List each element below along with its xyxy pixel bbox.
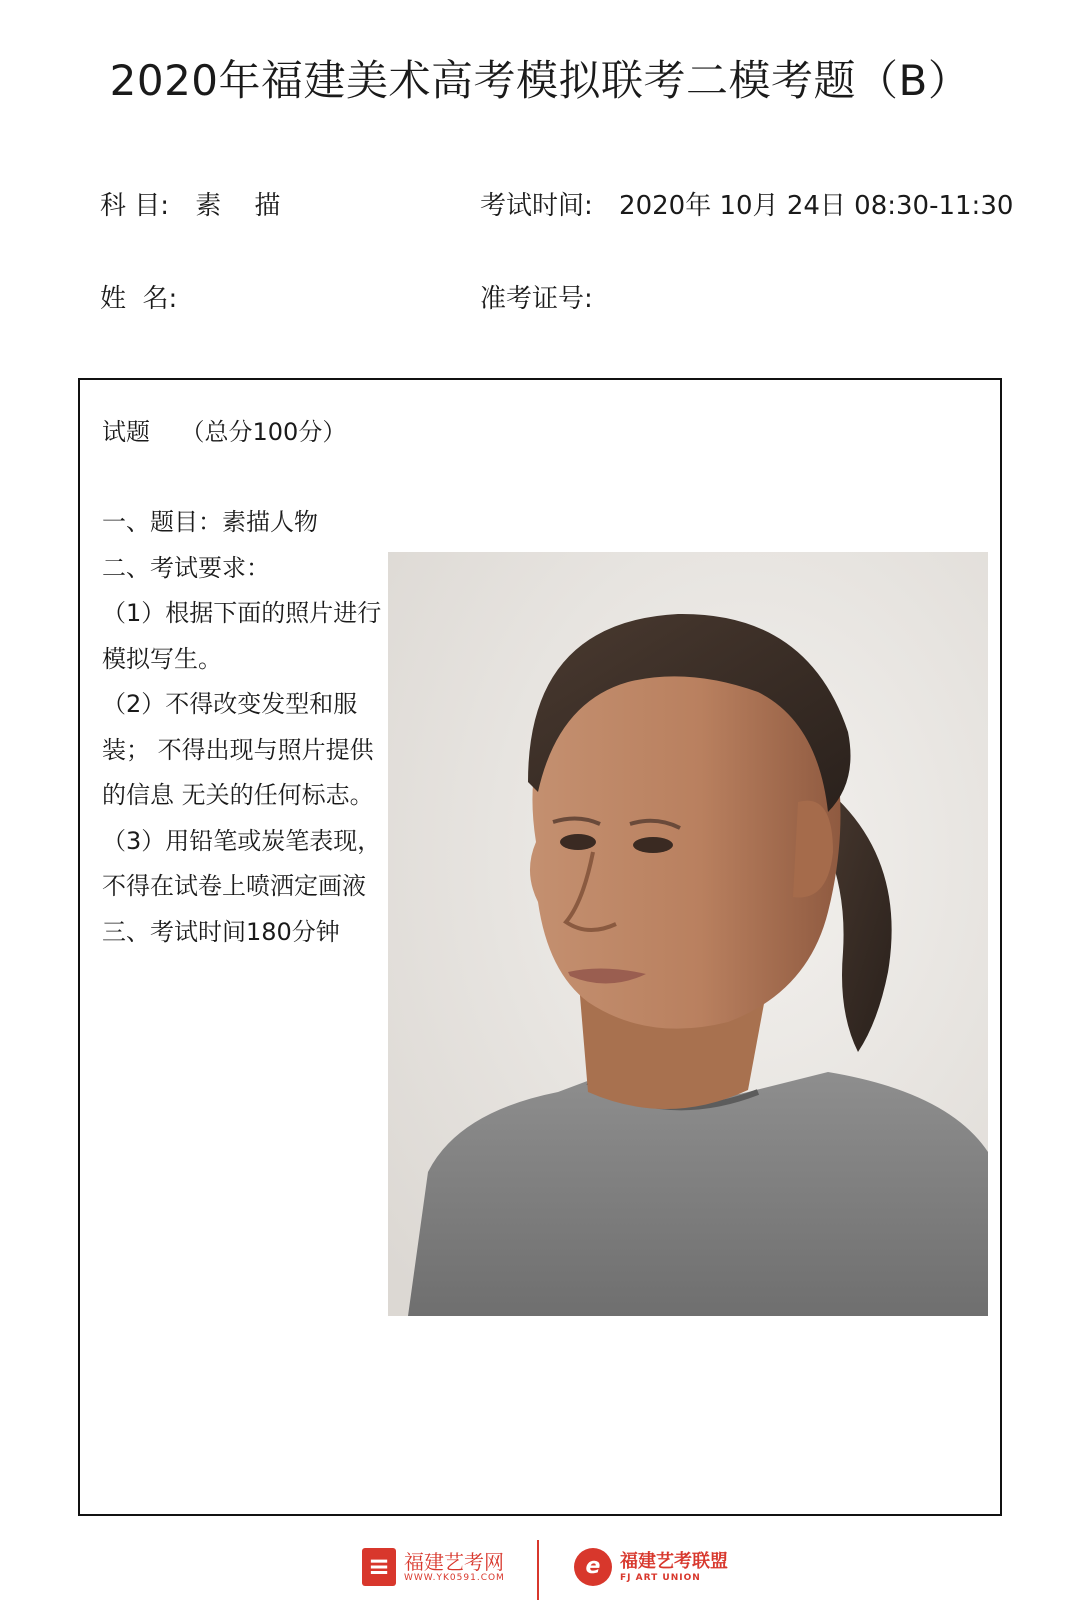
- exam-id-field: [480, 278, 593, 315]
- exam-time-label: 考试时间:: [480, 191, 593, 221]
- question-line: 三、考试时间180分钟: [102, 917, 340, 946]
- footer-logos: [0, 1540, 1080, 1600]
- exam-time-value: 2020年 10月 24日 08:30-11:30: [619, 191, 1014, 221]
- union-logo-icon: e: [574, 1548, 612, 1586]
- site-logo-icon: ≡: [362, 1548, 396, 1586]
- question-text: [102, 500, 392, 955]
- union-logo-subtitle: FJ ART UNION: [620, 1573, 701, 1583]
- exam-time-field: [480, 185, 1013, 222]
- fj-art-exam-site-logo: [362, 1548, 505, 1586]
- fj-art-union-logo: [574, 1548, 728, 1586]
- question-line: （2）不得改变发型和服装； 不得出现与照片提供的信息 无关的任何标志。: [102, 690, 374, 809]
- question-line: （3）用铅笔或炭笔表现， 不得在试卷上喷洒定画液: [102, 826, 382, 900]
- subject-value: 素 描: [195, 191, 281, 221]
- site-logo-name: 福建艺考网: [404, 1550, 504, 1574]
- exam-id-label: 准考证号:: [480, 284, 593, 314]
- question-line: 二、考试要求：: [102, 553, 270, 582]
- name-field: [100, 278, 177, 315]
- site-logo-url: WWW.YK0591.COM: [404, 1573, 505, 1583]
- footer-divider: [537, 1540, 539, 1600]
- reference-portrait-photo: [388, 552, 988, 1316]
- question-line: 一、题目：素描人物: [102, 508, 318, 536]
- question-line: （1）根据下面的照片进行 模拟写生。: [102, 599, 382, 673]
- name-label: 姓 名:: [100, 284, 178, 314]
- portrait-illustration: [388, 552, 988, 1316]
- exam-title: 2020年福建美术高考模拟联考二模考题（B）: [109, 56, 971, 105]
- question-heading: 试题 （总分100分）: [102, 418, 347, 446]
- union-logo-name: 福建艺考联盟: [620, 1551, 728, 1572]
- subject-label: 科 目:: [100, 191, 170, 221]
- subject-field: [100, 185, 280, 222]
- question-box: [78, 378, 1002, 1516]
